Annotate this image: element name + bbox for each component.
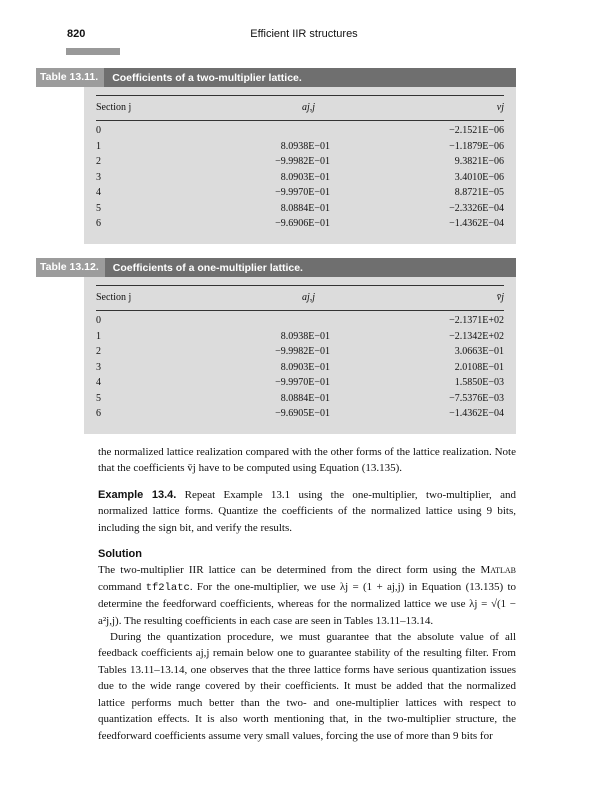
example-body: Repeat Example 13.1 using the one-multiplier, two-multiplier, and normalized lattice forms. Quantize the coefficients of the normalized lattice using 9 bits, including the sign bit, and verify the results. <box>98 488 517 534</box>
cell-section: 5 <box>96 392 101 404</box>
paragraph-1: the normalized lattice realization compared with the other forms of the lattice realization. Note that the coefficients v̄j have to be computed using Equation (13.135). <box>98 446 516 475</box>
cell-a: 8.0938E−01 <box>280 140 330 152</box>
table-rows <box>84 125 516 234</box>
cell-v: −2.1521E−06 <box>449 125 504 136</box>
cell-v: 8.8721E−05 <box>454 187 504 198</box>
table-row <box>84 203 516 219</box>
cell-v: −1.4362E−04 <box>449 218 504 229</box>
body-text <box>98 444 516 744</box>
cell-section: 1 <box>96 330 101 342</box>
cell-section: 0 <box>96 315 101 326</box>
table-rows <box>84 315 516 424</box>
col-header-section: Section j <box>96 292 132 303</box>
cell-section: 1 <box>96 140 101 152</box>
table-label: Table 13.11. <box>36 68 104 87</box>
cell-section: 4 <box>96 377 101 388</box>
table-label: Table 13.12. <box>36 258 105 277</box>
cell-section: 4 <box>96 187 101 198</box>
cell-v: −1.4362E−04 <box>449 408 504 419</box>
cell-section: 6 <box>96 408 101 419</box>
page-header <box>0 28 608 48</box>
cell-a: −9.9982E−01 <box>275 346 330 357</box>
table-row <box>84 187 516 203</box>
cell-v: 3.0663E−01 <box>454 346 504 357</box>
cell-a: −9.9970E−01 <box>275 187 330 198</box>
running-title: Efficient IIR structures <box>250 28 358 40</box>
cell-section: 2 <box>96 346 101 357</box>
header-accent-bar <box>66 48 120 55</box>
table-body <box>84 277 516 434</box>
table-header-row <box>84 96 516 120</box>
table-caption: Coefficients of a two-multiplier lattice. <box>112 71 302 84</box>
table-13-12 <box>36 258 516 434</box>
cell-a: −9.9970E−01 <box>275 377 330 388</box>
page-number: 820 <box>67 28 86 40</box>
cell-a: 8.0938E−01 <box>280 330 330 342</box>
table-row <box>84 315 516 331</box>
table-13-11 <box>36 68 516 244</box>
cell-a: −9.6905E−01 <box>275 408 330 419</box>
table-row <box>84 156 516 172</box>
table-caption: Coefficients of a one-multiplier lattice. <box>112 261 303 274</box>
table-row <box>84 125 516 141</box>
example-label: Example 13.4. <box>98 488 177 501</box>
cell-a: −9.9982E−01 <box>275 156 330 167</box>
cell-v: 1.5850E−03 <box>454 377 504 388</box>
cell-v: −7.5376E−03 <box>449 392 504 404</box>
table-row <box>84 377 516 393</box>
cell-v: −2.1371E+02 <box>449 315 504 326</box>
paragraph-2: During the quantization procedure, we must guarantee that the absolute value of all feedback coefficients aj,j remain below one to guarantee stability of the resulting filter. From Tables 13.11–13.14, one observes that the three lattice forms have serious quantization issues due to the wide range covered by their coefficients. It must be added that the normalized lattice performs much better than the two- and one-multiplier lattices with respect to quantization effects. It is also worth mentioning that, in the two-multiplier structure, the feedforward coefficients assume very small values, forcing the use of more than 9 bits for <box>98 631 516 742</box>
solution-heading: Solution <box>98 548 142 561</box>
cell-a: 8.0903E−01 <box>280 171 330 183</box>
header-rule <box>96 120 504 121</box>
solution-paragraph <box>98 562 516 629</box>
cell-section: 3 <box>96 361 101 373</box>
table-title-bar <box>36 258 516 277</box>
cell-a: −9.6906E−01 <box>275 218 330 229</box>
table-row <box>84 218 516 234</box>
cell-section: 5 <box>96 202 101 214</box>
cell-v: 2.0108E−01 <box>454 361 504 373</box>
cell-section: 3 <box>96 171 101 183</box>
cell-v: −2.1342E+02 <box>449 330 504 342</box>
table-body <box>84 87 516 244</box>
table-title-bar <box>36 68 516 87</box>
cell-section: 2 <box>96 156 101 167</box>
table-row <box>84 408 516 424</box>
cell-section: 0 <box>96 125 101 136</box>
solution-text-a: The two-multiplier IIR lattice can be determined from the direct form using the <box>98 564 476 577</box>
matlab-name: Matlab <box>480 564 516 577</box>
col-header-v: v̄j <box>496 292 504 303</box>
header-rule <box>96 310 504 311</box>
cell-v: 3.4010E−06 <box>454 171 504 183</box>
col-header-a: aj,j <box>302 292 316 303</box>
table-row <box>84 362 516 378</box>
cell-a: 8.0903E−01 <box>280 361 330 373</box>
table-row <box>84 141 516 157</box>
code-command: tf2latc <box>145 581 190 594</box>
cell-a: 8.0884E−01 <box>280 202 330 214</box>
col-header-a: aj,j <box>302 102 316 113</box>
cell-section: 6 <box>96 218 101 229</box>
solution-text-c: . For the one-multiplier, we use λj = (1 + aj,j) in Equation (13.135) to determine the feedforward coefficients, whereas for the normalized lattice we use λj = √(1 − a²j,j). The resulting coefficients in each case are seen in Tables 13.11–13.14. <box>98 580 517 627</box>
cell-v: −1.1879E−06 <box>449 140 504 152</box>
cell-v: −2.3326E−04 <box>449 202 504 214</box>
table-row <box>84 393 516 409</box>
col-header-section: Section j <box>96 102 132 113</box>
table-row <box>84 331 516 347</box>
example-paragraph <box>98 487 516 536</box>
solution-text-b: command <box>98 580 142 593</box>
cell-v: 9.3821E−06 <box>454 156 504 167</box>
cell-a: 8.0884E−01 <box>280 392 330 404</box>
table-row <box>84 172 516 188</box>
table-row <box>84 346 516 362</box>
col-header-v: vj <box>496 102 504 113</box>
table-header-row <box>84 286 516 310</box>
